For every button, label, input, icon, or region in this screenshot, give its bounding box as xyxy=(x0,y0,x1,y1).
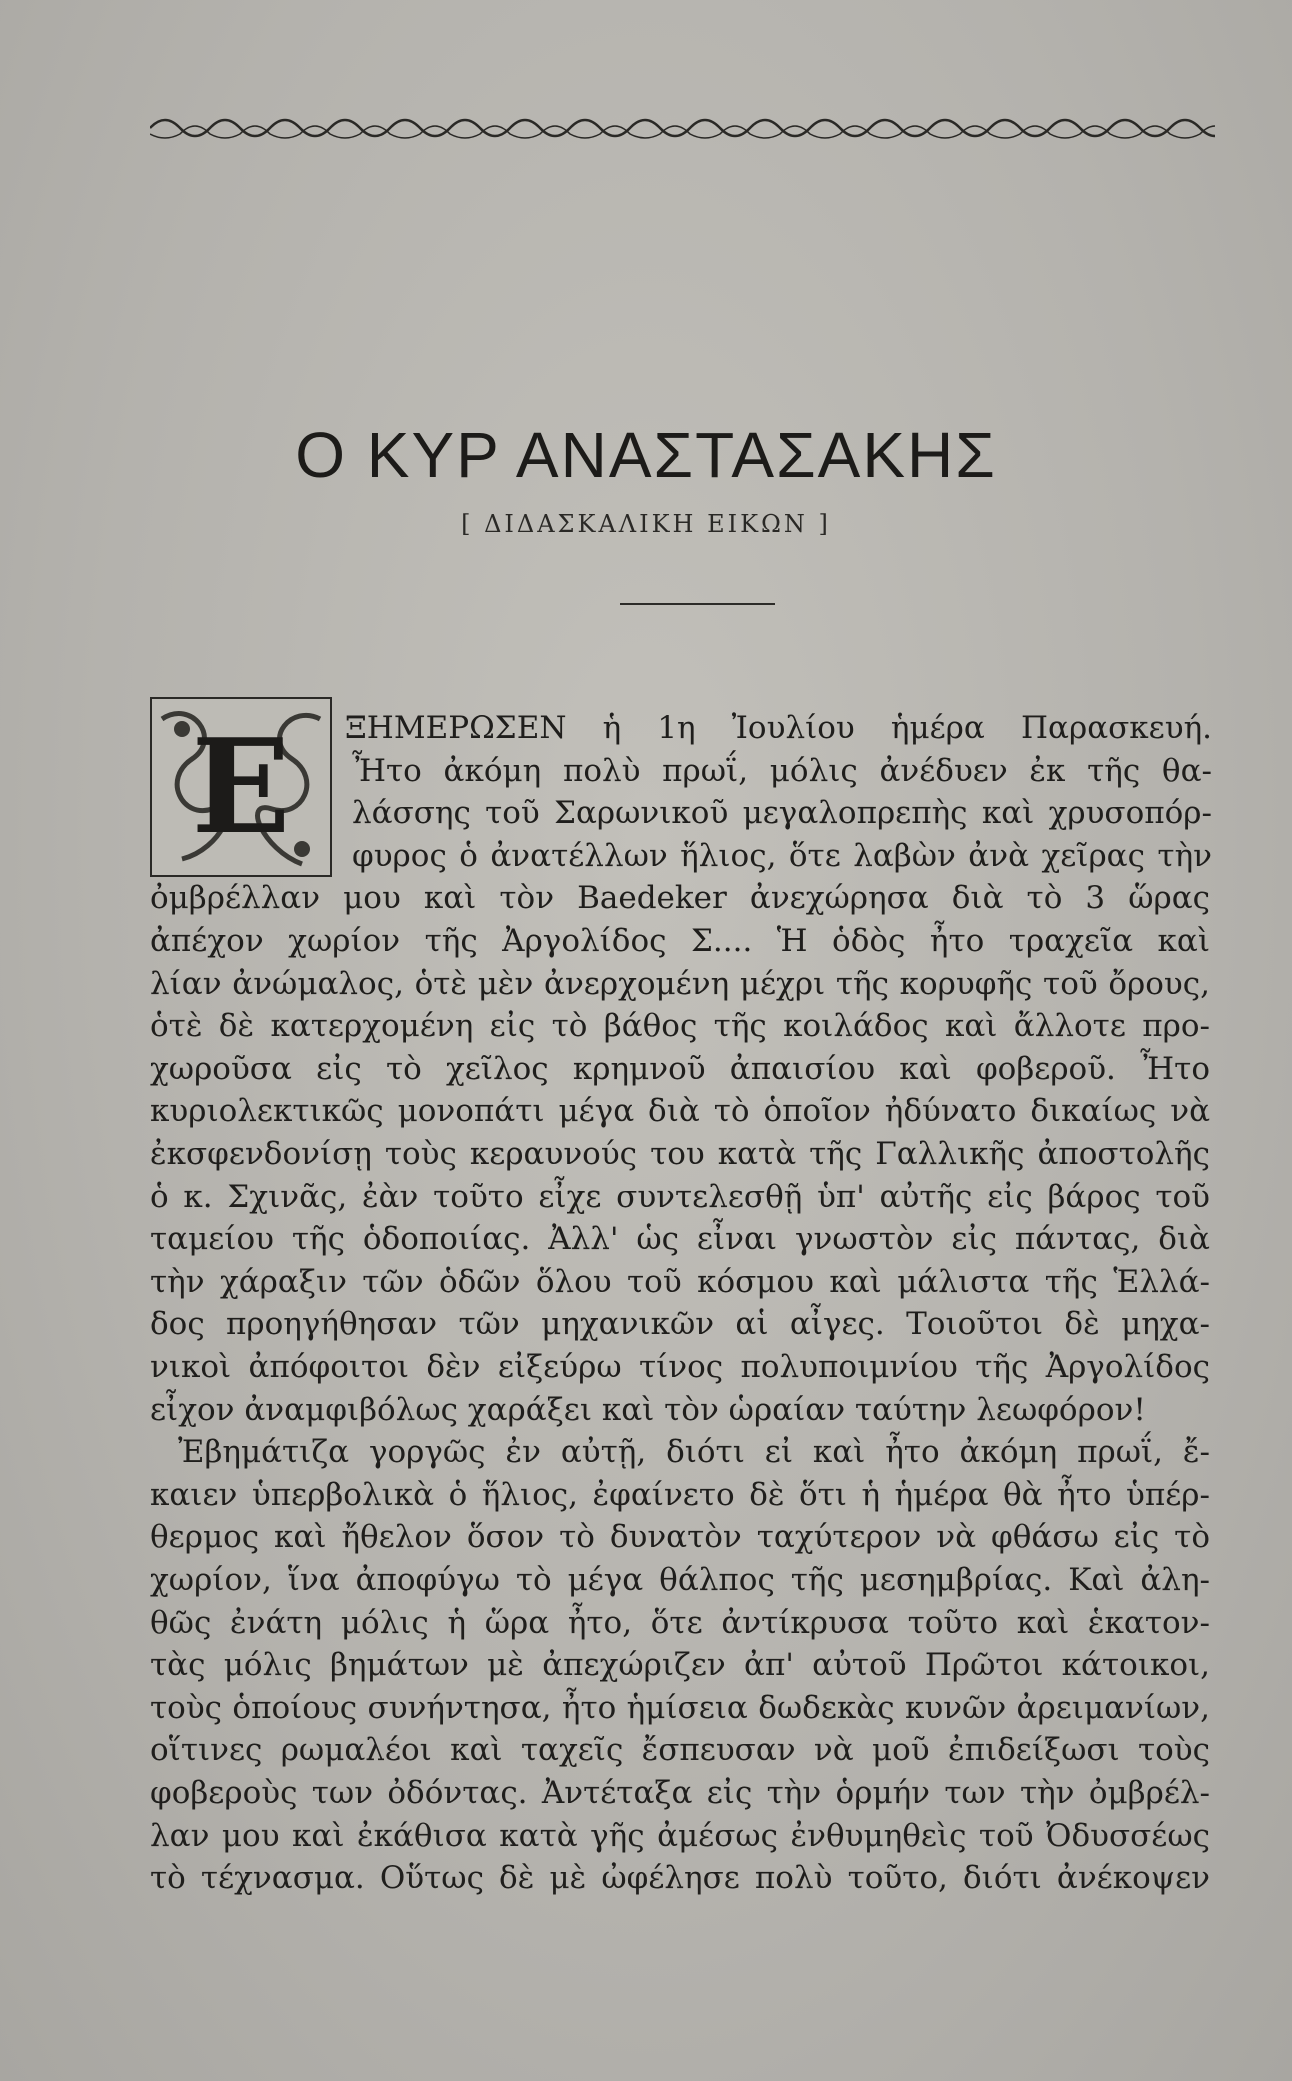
text-line: θῶς ἐνάτη μόλις ἡ ὥρα ἦτο, ὅτε ἀντίκρυσα τοῦτο καὶ ἑκατον- xyxy=(150,1604,1210,1641)
text-line: φυρος ὁ ἀνατέλλων ἥλιος, ὅτε λαβὼν ἀνὰ χεῖρας τὴν xyxy=(352,837,1212,874)
text-line: τοὺς ὁποίους συνήντησα, ἦτο ἡμίσεια δωδεκὰς κυνῶν ἀρειμανίων, xyxy=(150,1689,1210,1726)
text-line: χωροῦσα εἰς τὸ χεῖλος κρημνοῦ ἀπαισίου καὶ φοβεροῦ. Ἦτο xyxy=(150,1050,1210,1087)
text-line: φοβεροὺς των ὀδόντας. Ἀντέταξα εἰς τὴν ὁρμήν των τὴν ὀμβρέλ- xyxy=(150,1775,1210,1811)
page-title: Ο ΚΥΡ ΑΝΑΣΤΑΣΑΚΗΣ xyxy=(295,419,997,491)
text-line: Ἦτο ἀκόμη πολὺ πρωΐ, μόλις ἀνέδυεν ἐκ τῆς θα- xyxy=(352,752,1212,789)
page-subtitle: [ ΔΙΔΑΣΚΑΛΙΚΗ ΕΙΚΩΝ ] xyxy=(461,510,831,538)
text-line: εἶχον ἀναμφιβόλως χαράξει καὶ τὸν ὡραίαν ταύτην λεωφόρον! xyxy=(150,1391,1146,1428)
text-line: ὁ κ. Σχινᾶς, ἐὰν τοῦτο εἶχε συντελεσθῇ ὑπ' αὐτῆς εἰς βάρος τοῦ xyxy=(150,1178,1210,1215)
text-line: λάσσης τοῦ Σαρωνικοῦ μεγαλοπρεπὴς καὶ χρυσοπόρ- xyxy=(352,795,1212,832)
text-line: λαν μου καὶ ἐκάθισα κατὰ γῆς ἀμέσως ἐνθυμηθεὶς τοῦ Ὀδυσσέως xyxy=(150,1817,1210,1854)
text-line: Ἐβημάτιζα γοργῶς ἐν αὐτῇ, διότι εἰ καὶ ἦτο ἀκόμη πρωΐ, ἔ- xyxy=(178,1434,1210,1471)
text-line: δος προηγήθησαν τῶν μηχανικῶν αἱ αἶγες. Τοιοῦτοι δὲ μηχα- xyxy=(150,1306,1210,1343)
text-line: ταμείου τῆς ὁδοποιίας. Ἀλλ' ὡς εἶναι γνωστὸν εἰς πάντας, διὰ xyxy=(150,1221,1210,1258)
text-line: τὰς μόλις βημάτων μὲ ἀπεχώριζεν ἀπ' αὐτοῦ Πρῶτοι κάτοικοι, xyxy=(150,1647,1210,1684)
text-line: νικοὶ ἀπόφοιτοι δὲν εἰξεύρω τίνος πολυποιμνίου τῆς Ἀργολίδος xyxy=(150,1349,1210,1385)
text-line: οἵτινες ρωμαλέοι καὶ ταχεῖς ἔσπευσαν νὰ μοῦ ἐπιδείξωσι τοὺς xyxy=(150,1732,1210,1769)
text-line: ἀπέχον χωρίον τῆς Ἀργολίδος Σ.... Ἡ ὁδὸς ἦτο τραχεῖα καὶ xyxy=(150,923,1210,959)
text-line: τὸ τέχνασμα. Οὕτως δὲ μὲ ὠφέλησε πολὺ τοῦτο, διότι ἀνέκοψεν xyxy=(150,1860,1210,1897)
decorated-initial xyxy=(150,697,332,877)
title-divider xyxy=(620,603,775,605)
text-line: ἐκσφενδονίσῃ τοὺς κεραυνούς του κατὰ τῆς Γαλλικῆς ἀποστολῆς xyxy=(150,1136,1210,1172)
text-line: ὁτὲ δὲ κατερχομένη εἰς τὸ βάθος τῆς κοιλάδος καὶ ἄλλοτε προ- xyxy=(150,1008,1210,1045)
text-line: λίαν ἀνώμαλος, ὁτὲ μὲν ἀνερχομένη μέχρι τῆς κορυφῆς τοῦ ὄρους, xyxy=(150,965,1210,1002)
text-line: καιεν ὑπερβολικὰ ὁ ἥλιος, ἐφαίνετο δὲ ὅτι ἡ ἡμέρα θὰ ἦτο ὑπέρ- xyxy=(150,1476,1210,1513)
text-line: ΞΗΜΕΡΩΣΕΝ ἡ 1η Ἰουλίου ἡμέρα Παρασκευή. xyxy=(345,710,1212,746)
text-line: κυριολεκτικῶς μονοπάτι μέγα διὰ τὸ ὁποῖον ἠδύνατο δικαίως νὰ xyxy=(150,1093,1210,1130)
text-line: θερμος καὶ ἤθελον ὅσον τὸ δυνατὸν ταχύτερον νὰ φθάσω εἰς τὸ xyxy=(150,1519,1210,1556)
initial-letter: Ε xyxy=(191,710,291,863)
text-line: ὀμβρέλλαν μου καὶ τὸν Baedeker ἀνεχώρησα διὰ τὸ 3 ὥρας xyxy=(150,880,1210,917)
header-ornament xyxy=(150,108,1215,148)
text-line: χωρίον, ἵνα ἀποφύγω τὸ μέγα θάλπος τῆς μεσημβρίας. Καὶ ἀλη- xyxy=(150,1562,1210,1598)
text-line: τὴν χάραξιν τῶν ὁδῶν ὅλου τοῦ κόσμου καὶ μάλιστα τῆς Ἑλλά- xyxy=(150,1263,1210,1300)
